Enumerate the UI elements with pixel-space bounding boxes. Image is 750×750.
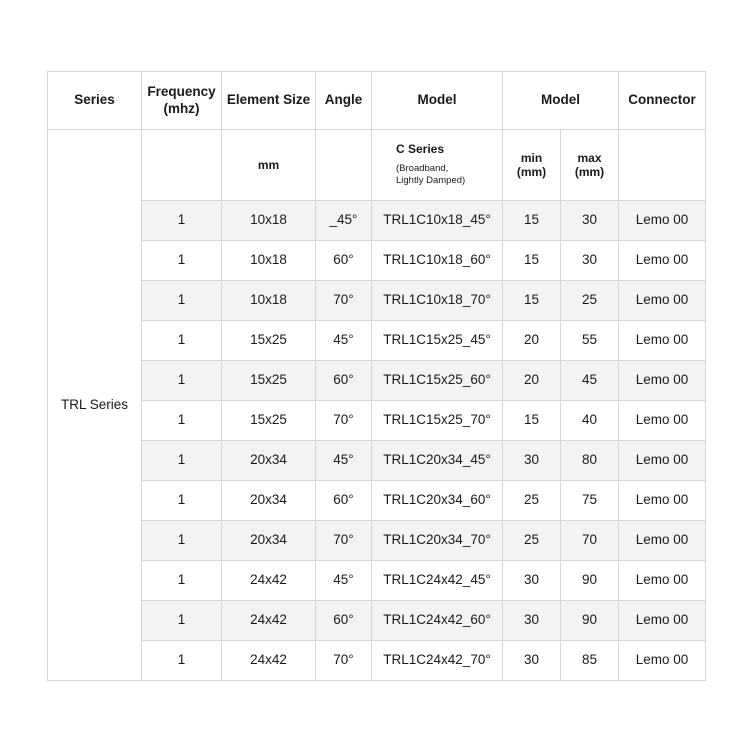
cell-element-size: 10x18 bbox=[222, 201, 316, 241]
cell-frequency: 1 bbox=[142, 641, 222, 681]
header-element-size: Element Size bbox=[222, 72, 316, 130]
cell-max: 80 bbox=[561, 441, 619, 481]
cell-max: 45 bbox=[561, 361, 619, 401]
table-row bbox=[48, 201, 706, 241]
cell-max: 30 bbox=[561, 201, 619, 241]
cell-model: TRL1C24x42_60° bbox=[372, 601, 503, 641]
cell-frequency: 1 bbox=[142, 361, 222, 401]
cell-angle: 60° bbox=[316, 241, 372, 281]
subheader-angle bbox=[316, 130, 372, 201]
table-row bbox=[48, 241, 706, 281]
table-row bbox=[48, 401, 706, 441]
cell-angle: 70° bbox=[316, 281, 372, 321]
cell-max: 70 bbox=[561, 521, 619, 561]
cell-max: 55 bbox=[561, 321, 619, 361]
cell-connector: Lemo 00 bbox=[619, 281, 706, 321]
cell-element-size: 20x34 bbox=[222, 441, 316, 481]
cell-model: TRL1C10x18_70° bbox=[372, 281, 503, 321]
cell-angle: 70° bbox=[316, 641, 372, 681]
cell-min: 20 bbox=[503, 321, 561, 361]
table-row bbox=[48, 521, 706, 561]
cell-element-size: 24x42 bbox=[222, 601, 316, 641]
cell-angle: 45° bbox=[316, 321, 372, 361]
cell-element-size: 20x34 bbox=[222, 521, 316, 561]
cell-angle: 45° bbox=[316, 441, 372, 481]
cell-min: 30 bbox=[503, 641, 561, 681]
model-series-title: C Series bbox=[396, 142, 445, 157]
cell-max: 75 bbox=[561, 481, 619, 521]
header-angle: Angle bbox=[316, 72, 372, 130]
cell-connector: Lemo 00 bbox=[619, 441, 706, 481]
header-row bbox=[48, 72, 706, 130]
cell-frequency: 1 bbox=[142, 201, 222, 241]
cell-model: TRL1C10x18_45° bbox=[372, 201, 503, 241]
table-row bbox=[48, 601, 706, 641]
cell-angle: 70° bbox=[316, 521, 372, 561]
cell-angle: _45° bbox=[316, 201, 372, 241]
cell-min: 15 bbox=[503, 241, 561, 281]
cell-model: TRL1C20x34_60° bbox=[372, 481, 503, 521]
cell-model: TRL1C20x34_70° bbox=[372, 521, 503, 561]
cell-model: TRL1C15x25_45° bbox=[372, 321, 503, 361]
header-model-range: Model bbox=[503, 72, 619, 130]
cell-connector: Lemo 00 bbox=[619, 241, 706, 281]
subheader-row bbox=[48, 130, 706, 201]
cell-connector: Lemo 00 bbox=[619, 401, 706, 441]
cell-connector: Lemo 00 bbox=[619, 521, 706, 561]
cell-connector: Lemo 00 bbox=[619, 361, 706, 401]
cell-frequency: 1 bbox=[142, 281, 222, 321]
cell-connector: Lemo 00 bbox=[619, 201, 706, 241]
cell-min: 15 bbox=[503, 201, 561, 241]
table-row bbox=[48, 321, 706, 361]
cell-max: 90 bbox=[561, 601, 619, 641]
cell-angle: 60° bbox=[316, 481, 372, 521]
cell-connector: Lemo 00 bbox=[619, 561, 706, 601]
cell-max: 85 bbox=[561, 641, 619, 681]
cell-frequency: 1 bbox=[142, 321, 222, 361]
cell-min: 20 bbox=[503, 361, 561, 401]
table-row bbox=[48, 361, 706, 401]
header-model: Model bbox=[372, 72, 503, 130]
cell-element-size: 15x25 bbox=[222, 401, 316, 441]
spec-table bbox=[47, 71, 706, 681]
cell-angle: 70° bbox=[316, 401, 372, 441]
cell-connector: Lemo 00 bbox=[619, 321, 706, 361]
subheader-frequency bbox=[142, 130, 222, 201]
cell-max: 30 bbox=[561, 241, 619, 281]
cell-model: TRL1C24x42_45° bbox=[372, 561, 503, 601]
cell-frequency: 1 bbox=[142, 401, 222, 441]
cell-connector: Lemo 00 bbox=[619, 481, 706, 521]
cell-model: TRL1C15x25_70° bbox=[372, 401, 503, 441]
cell-min: 15 bbox=[503, 401, 561, 441]
header-series: Series bbox=[48, 72, 142, 130]
header-connector: Connector bbox=[619, 72, 706, 130]
cell-max: 90 bbox=[561, 561, 619, 601]
table-row bbox=[48, 441, 706, 481]
cell-element-size: 15x25 bbox=[222, 361, 316, 401]
model-series-desc-1: (Broadband, bbox=[396, 162, 449, 174]
cell-min: 25 bbox=[503, 481, 561, 521]
cell-element-size: 10x18 bbox=[222, 241, 316, 281]
cell-frequency: 1 bbox=[142, 441, 222, 481]
cell-model: TRL1C10x18_60° bbox=[372, 241, 503, 281]
cell-frequency: 1 bbox=[142, 521, 222, 561]
cell-element-size: 24x42 bbox=[222, 561, 316, 601]
cell-element-size: 15x25 bbox=[222, 321, 316, 361]
cell-frequency: 1 bbox=[142, 601, 222, 641]
cell-frequency: 1 bbox=[142, 561, 222, 601]
series-name-cell: TRL Series bbox=[48, 130, 142, 681]
cell-max: 25 bbox=[561, 281, 619, 321]
subheader-model-series bbox=[372, 130, 503, 201]
cell-model: TRL1C15x25_60° bbox=[372, 361, 503, 401]
table-row bbox=[48, 281, 706, 321]
cell-connector: Lemo 00 bbox=[619, 601, 706, 641]
table-row bbox=[48, 481, 706, 521]
cell-element-size: 10x18 bbox=[222, 281, 316, 321]
cell-element-size: 20x34 bbox=[222, 481, 316, 521]
subheader-max: max (mm) bbox=[561, 130, 619, 201]
model-series-desc-2: Lightly Damped) bbox=[396, 175, 466, 187]
cell-angle: 60° bbox=[316, 601, 372, 641]
cell-model: TRL1C20x34_45° bbox=[372, 441, 503, 481]
cell-frequency: 1 bbox=[142, 481, 222, 521]
cell-element-size: 24x42 bbox=[222, 641, 316, 681]
subheader-element-size-unit: mm bbox=[222, 130, 316, 201]
cell-min: 30 bbox=[503, 441, 561, 481]
header-frequency: Frequency (mhz) bbox=[142, 72, 222, 130]
cell-angle: 45° bbox=[316, 561, 372, 601]
cell-min: 15 bbox=[503, 281, 561, 321]
subheader-min: min (mm) bbox=[503, 130, 561, 201]
cell-connector: Lemo 00 bbox=[619, 641, 706, 681]
cell-min: 30 bbox=[503, 561, 561, 601]
cell-model: TRL1C24x42_70° bbox=[372, 641, 503, 681]
cell-angle: 60° bbox=[316, 361, 372, 401]
table-row bbox=[48, 641, 706, 681]
cell-min: 30 bbox=[503, 601, 561, 641]
cell-max: 40 bbox=[561, 401, 619, 441]
cell-min: 25 bbox=[503, 521, 561, 561]
cell-frequency: 1 bbox=[142, 241, 222, 281]
subheader-connector bbox=[619, 130, 706, 201]
table-row bbox=[48, 561, 706, 601]
